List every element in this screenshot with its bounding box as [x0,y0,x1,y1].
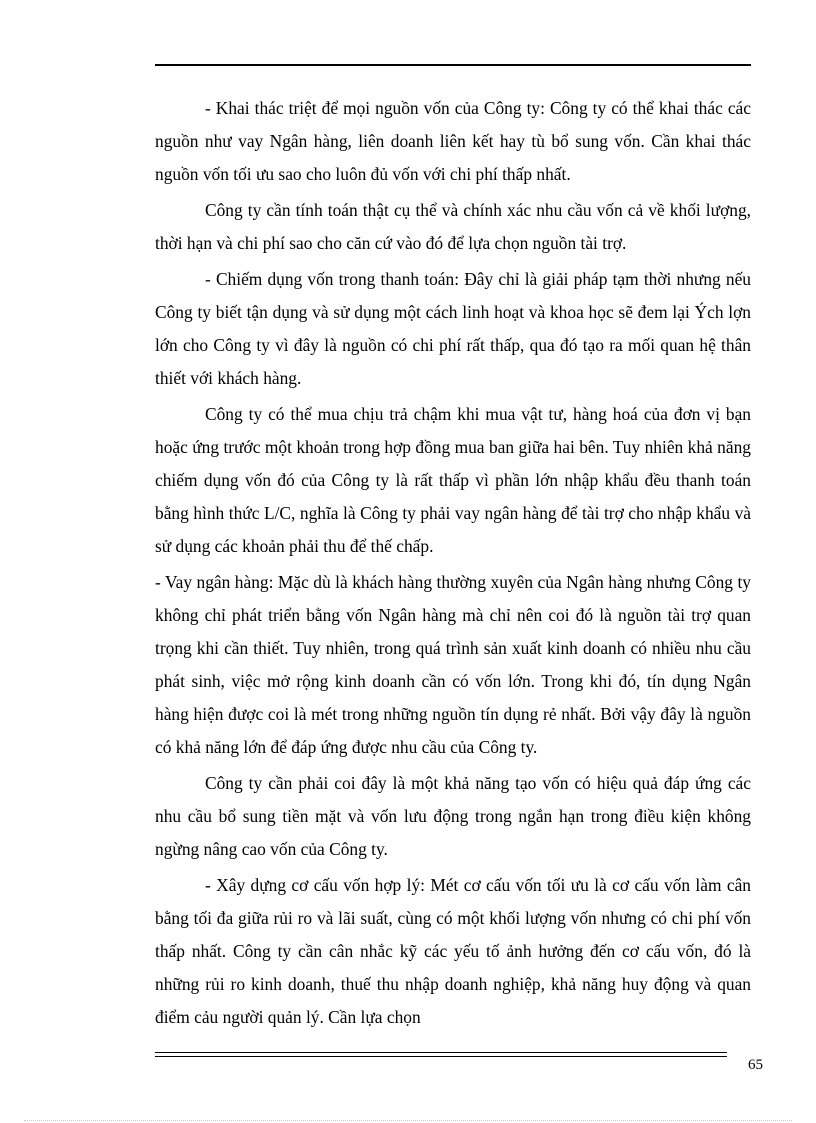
paragraph-capital-structure: - Xây dựng cơ cấu vốn hợp lý: Mét cơ cấu vốn tối ưu là cơ cấu vốn làm cân bằng tối đa giữa rủi ro và lãi suất, cùng có một khối lượng vốn nhưng có chi phí vốn thấp nhất. Công ty cần cân nhắc kỹ các yếu tố ảnh hưởng đến cơ cấu vốn, đó là những rủi ro kinh doanh, thuế thu nhập doanh nghiệp, khả năng huy động và quan điểm cảu người quản lý. Cần lựa chọn [155,875,751,1027]
page-bottom-border [24,1120,792,1121]
paragraph-working-capital: Công ty cần phải coi đây là một khả năng tạo vốn có hiệu quả đáp ứng các nhu cầu bổ sung tiền mặt và vốn lưu động trong ngắn hạn trong điều kiện không ngừng nâng cao vốn của Công ty. [155,773,751,859]
header-rule [155,64,751,66]
paragraph-deferred-purchase: Công ty có thể mua chịu trả chậm khi mua vật tư, hàng hoá của đơn vị bạn hoặc ứng trước một khoản trong hợp đồng mua ban giữa hai bên. Tuy nhiên khả năng chiếm dụng vốn đó của Công ty là rất thấp vì phần lớn nhập khẩu đều thanh toán bằng hình thức L/C, nghĩa là Công ty phải vay ngân hàng để tài trợ cho nhập khẩu và sử dụng các khoản phải thu để thế chấp. [155,404,751,556]
footer-rule [155,1052,727,1057]
paragraph-bank-loans: - Vay ngân hàng: Mặc dù là khách hàng thường xuyên của Ngân hàng nhưng Công ty không chỉ phát triển bằng vốn Ngân hàng mà chỉ nên coi đó là nguồn tài trợ quan trọng khi cần thiết. Tuy nhiên, trong quá trình sản xuất kinh doanh có nhiều nhu cầu phát sinh, việc mở rộng kinh doanh cần có vốn lớn. Trong khi đó, tín dụng Ngân hàng hiện được coi là mét trong những nguồn tín dụng rẻ nhất. Bởi vậy đây là nguồn có khả năng lớn để đáp ứng được nhu cầu của Công ty. [155,572,751,757]
paragraph-payment-appropriation: - Chiếm dụng vốn trong thanh toán: Đây chỉ là giải pháp tạm thời nhưng nếu Công ty biết tận dụng và sử dụng một cách linh hoạt và khoa học sẽ đem lại Ých lợn lớn cho Công ty vì đây là nguồn có chi phí rất thấp, qua đó tạo ra mối quan hệ thân thiết với khách hàng. [155,269,751,388]
page-number: 65 [748,1057,763,1073]
paragraph-capital-exploitation: - Khai thác triệt để mọi nguồn vốn của Công ty: Công ty có thể khai thác các nguồn như vay Ngân hàng, liên doanh liên kết hay tù bổ sung vốn. Cần khai thác nguồn vốn tối ưu sao cho luôn đủ vốn với chi phí thấp nhất. [155,98,751,184]
paragraph-capital-calculation: Công ty cần tính toán thật cụ thể và chính xác nhu cầu vốn cả về khối lượng, thời hạn và chi phí sao cho căn cứ vào đó để lựa chọn nguồn tài trợ. [155,200,751,253]
document-body [155,92,751,1037]
